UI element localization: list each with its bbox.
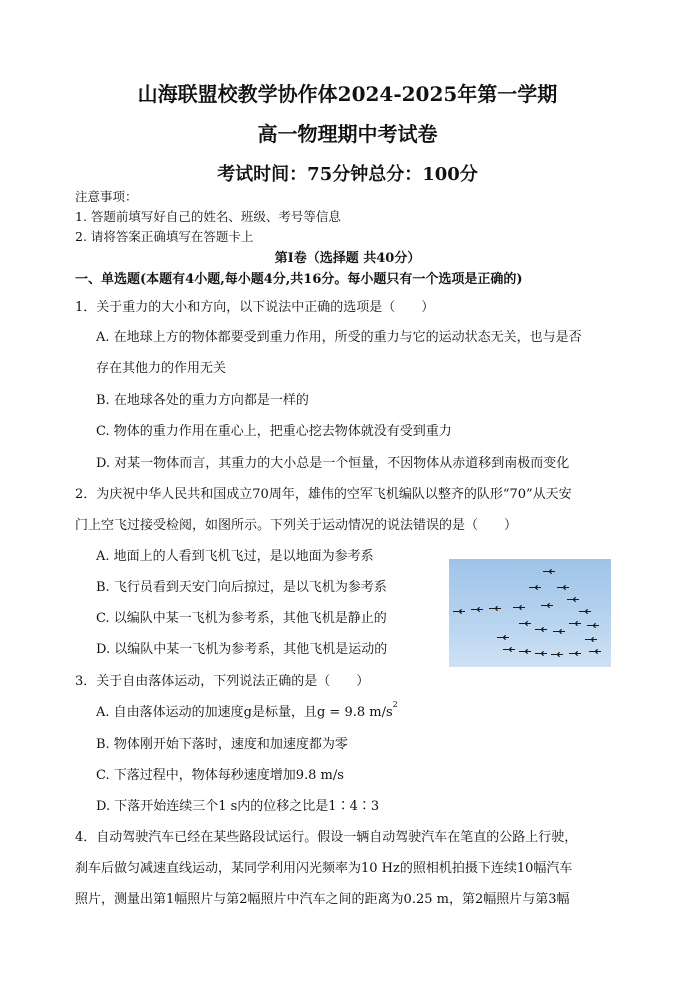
question-3-option-a-text: A. 自由落体运动的加速度g是标量，且g = 9.8 m/s: [96, 705, 393, 720]
exam-title-line2: 高一物理期中考试卷: [257, 122, 438, 146]
note-item: 1. 答题前填写好自己的姓名、班级、考号等信息: [75, 209, 341, 224]
question-4-line2: 刹车后做匀减速直线运动，某同学利用闪光频率为10 Hz的照相机拍摄下连续10幅汽车: [75, 861, 573, 876]
question-3-option-d: D. 下落开始连续三个1 s内的位移之比是1∶4∶3: [96, 799, 380, 814]
question-1-option-c: C. 物体的重力作用在重心上，把重心挖去物体就没有受到重力: [96, 424, 452, 439]
question-2-option-d: D. 以编队中某一飞机为参考系，其他飞机是运动的: [96, 642, 388, 657]
question-4-line1: 4．自动驾驶汽车已经在某些路段试运行。假设一辆自动驾驶汽车在笔直的公路上行驶，: [75, 830, 578, 845]
question-1-option-a: A. 在地球上方的物体都要受到重力作用，所受的重力与它的运动状态无关，也与是否: [96, 330, 582, 345]
question-4-line3: 照片，测量出第1幅照片与第2幅照片中汽车之间的距离为0.25 m，第2幅照片与第3幅: [75, 892, 570, 907]
question-3-option-b: B. 物体刚开始下落时，速度和加速度都为零: [96, 737, 348, 752]
note-item: 2. 请将答案正确填写在答题卡上: [75, 229, 254, 244]
aircraft-formation-photo: [449, 559, 611, 667]
notes-label: 注意事项：: [75, 189, 138, 204]
exam-title-line1: 山海联盟校教学协作体2024-2025年第一学期: [137, 82, 558, 106]
section-heading: 一、单选题(本题有4小题,每小题4分,共16分。每小题只有一个选项是正确的): [75, 272, 523, 287]
section-title: 第Ⅰ卷（选择题 共40分）: [274, 251, 421, 266]
question-3-option-c: C. 下落过程中，物体每秒速度增加9.8 m/s: [96, 768, 344, 783]
question-2-option-a: A. 地面上的人看到飞机飞过，是以地面为参考系: [96, 549, 374, 564]
question-1-stem: 1．关于重力的大小和方向，以下说法中正确的选项是（ ）: [75, 300, 435, 315]
question-3-stem: 3．关于自由落体运动，下列说法正确的是（ ）: [75, 674, 370, 689]
question-1-option-b: B. 在地球各处的重力方向都是一样的: [96, 393, 309, 408]
aircraft-formation-icon: [449, 559, 611, 667]
question-2-option-c: C. 以编队中某一飞机为参考系，其他飞机是静止的: [96, 611, 387, 626]
question-3-option-a: [96, 701, 398, 720]
question-2-option-b: B. 飞行员看到天安门向后掠过，是以飞机为参考系: [96, 580, 387, 595]
question-2-stem-cont: 门上空飞过接受检阅，如图所示。下列关于运动情况的说法错误的是（ ）: [75, 518, 518, 533]
question-2-stem: 2．为庆祝中华人民共和国成立70周年，雄伟的空军飞机编队以整齐的队形“70”从天安: [75, 487, 572, 502]
exam-info: 考试时间：75分钟总分：100分: [217, 164, 478, 185]
question-1-option-d: D. 对某一物体而言，其重力的大小总是一个恒量，不因物体从赤道移到南极而变化: [96, 456, 570, 471]
question-1-option-a-cont: 存在其他力的作用无关: [96, 361, 227, 376]
unit-exponent: 2: [392, 700, 398, 709]
